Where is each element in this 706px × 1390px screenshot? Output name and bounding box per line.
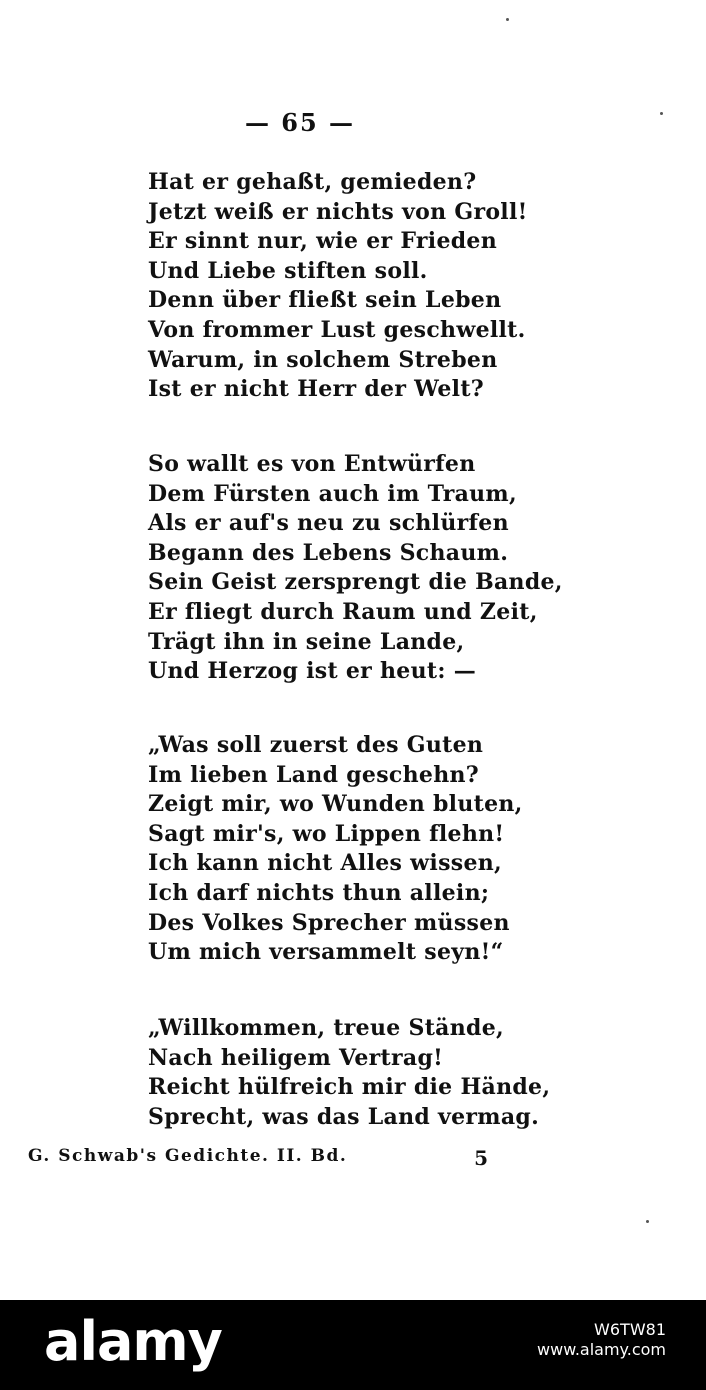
stanza-1 [148, 168, 578, 405]
verse-line: Und Liebe stiften soll. [148, 257, 428, 284]
verse-line: Des Volkes Sprecher müssen [148, 909, 510, 936]
verse-line: Ich darf nichts thun allein; [148, 879, 490, 906]
page-footer [28, 1146, 488, 1174]
verse-line: Begann des Lebens Schaum. [148, 539, 509, 566]
paper-speck [660, 112, 663, 115]
watermark-url: www.alamy.com [537, 1340, 666, 1359]
verse-line: Trägt ihn in seine Lande, [148, 628, 465, 655]
verse-line: Zeigt mir, wo Wunden bluten, [148, 791, 523, 818]
verse-line: Sagt mir's, wo Lippen flehn! [148, 820, 505, 847]
verse-line: „Willkommen, treue Stände, [148, 1015, 504, 1041]
verse-line: „Was soll zuerst des Guten [148, 732, 484, 758]
verse-line: Sein Geist zersprengt die Bande, [148, 569, 563, 596]
watermark-id-block [537, 1320, 666, 1360]
verse-line: Denn über fließt sein Leben [148, 287, 502, 314]
verse-line: Als er auf's neu zu schlürfen [148, 510, 509, 537]
verse-line: Dem Fürsten auch im Traum, [148, 480, 517, 507]
verse-line: Reicht hülfreich mir die Hände, [148, 1074, 551, 1101]
verse-line: Hat er gehaßt, gemieden? [148, 169, 477, 195]
verse-line: Ist er nicht Herr der Welt? [148, 376, 484, 403]
watermark-logo: alamy [44, 1310, 222, 1373]
page-number: — 65 — [244, 108, 356, 137]
verse-line: Von frommer Lust geschwellt. [148, 316, 526, 343]
paper-speck [506, 18, 509, 21]
verse-line: Warum, in solchem Streben [148, 346, 498, 373]
printer-signature: G. Schwab's Gedichte. II. Bd. [28, 1146, 348, 1166]
verse-line: Jetzt weiß er nichts von Groll! [148, 198, 528, 225]
verse-line: Sprecht, was das Land vermag. [148, 1103, 540, 1130]
verse-line: Im lieben Land geschehn? [148, 761, 479, 788]
verse-line: So wallt es von Entwürfen [148, 451, 476, 477]
paper-speck [646, 1220, 649, 1223]
verse-line: Nach heiligem Vertrag! [148, 1044, 444, 1071]
stanza-4 [148, 1014, 578, 1132]
verse-line: Ich kann nicht Alles wissen, [148, 850, 502, 877]
watermark-bar [0, 1300, 706, 1390]
verse-line: Und Herzog ist er heut: — [148, 658, 477, 685]
verse-line: Er fliegt durch Raum und Zeit, [148, 598, 538, 625]
watermark-image-id: W6TW81 [594, 1320, 666, 1339]
stanza-2 [148, 450, 578, 687]
stanza-3 [148, 731, 578, 968]
verse-line: Um mich versammelt seyn!“ [148, 939, 504, 966]
verse-line: Er sinnt nur, wie er Frieden [148, 228, 498, 255]
sheet-number: 5 [474, 1146, 488, 1170]
